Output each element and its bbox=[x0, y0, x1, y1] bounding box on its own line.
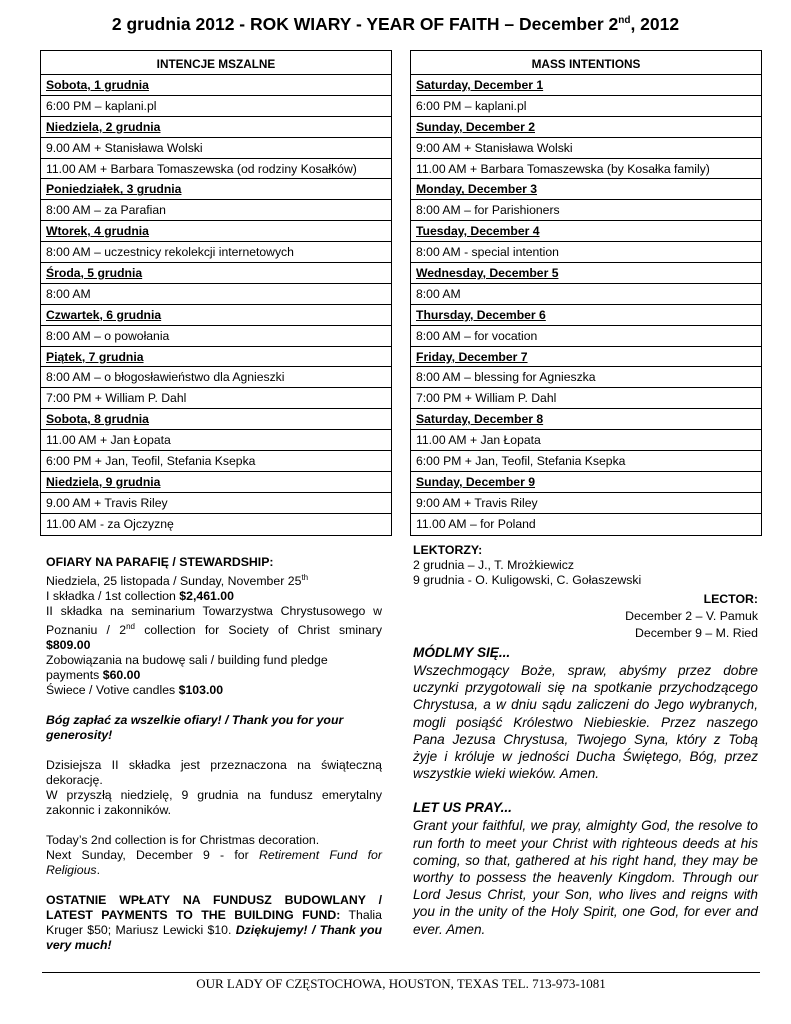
prayer-heading-pl: MÓDLMY SIĘ... bbox=[413, 645, 511, 660]
day-heading: Niedziela, 2 grudnia bbox=[41, 117, 391, 138]
intention-row: 6:00 PM – kaplani.pl bbox=[41, 96, 391, 117]
day-heading: Saturday, December 1 bbox=[411, 75, 761, 96]
intention-row: 8:00 AM – uczestnicy rekolekcji internetowych bbox=[41, 242, 391, 263]
stewardship-section bbox=[46, 555, 382, 953]
lectors-and-prayers bbox=[413, 543, 758, 938]
prayer-text-pl: Wszechmogący Boże, spraw, abyśmy przez dobre uczynki przygotowali się na spotkanie przychodzącego Chrystusa, a w dniu sądu zaliczeni do Jego wybranych, mogli posiąść Królestwo Niebieskie. Przez naszego Pana Jezusa Chrystusa, Twojego Syna, który z Tobą żyje i króluje w jedności Ducha Świętego, Bóg, przez wszystkie wieki wieków. Amen. bbox=[413, 663, 758, 782]
intention-row: 6:00 PM + Jan, Teofil, Stefania Ksepka bbox=[41, 451, 391, 472]
lector-line: December 9 – M. Ried bbox=[634, 626, 758, 640]
intention-row: 9:00 AM + Travis Riley bbox=[411, 493, 761, 514]
intention-row: 8:00 AM – blessing for Agnieszka bbox=[411, 367, 761, 388]
lector-line: 9 grudnia - O. Kuligowski, C. Gołaszewski bbox=[413, 573, 642, 587]
day-heading: Saturday, December 8 bbox=[411, 409, 761, 430]
next-collection-pl: W przyszłą niedzielę, 9 grudnia na fundusz emerytalny zakonnic i zakonników. bbox=[46, 788, 382, 818]
first-collection: I składka / 1st collection $2,461.00 bbox=[46, 589, 234, 604]
lector-line: December 2 – V. Pamuk bbox=[625, 609, 758, 623]
intention-row: 8:00 AM – o powołania bbox=[41, 326, 391, 347]
day-heading: Wednesday, December 5 bbox=[411, 263, 761, 284]
day-heading: Thursday, December 6 bbox=[411, 305, 761, 326]
mass-intentions-english-table bbox=[410, 50, 762, 536]
stewardship-heading: OFIARY NA PARAFIĘ / STEWARDSHIP: bbox=[46, 555, 274, 569]
intention-row: 7:00 PM + William P. Dahl bbox=[41, 388, 391, 409]
lector-line: 2 grudnia – J., T. Mrożkiewicz bbox=[413, 558, 575, 572]
lectors-heading-en: LECTOR: bbox=[703, 592, 758, 606]
day-heading: Piątek, 7 grudnia bbox=[41, 347, 391, 368]
intention-row: 9.00 AM + Stanisława Wolski bbox=[41, 138, 391, 159]
prayer-heading-en: LET US PRAY... bbox=[413, 800, 512, 816]
intention-row: 11.00 AM + Barbara Tomaszewska (od rodziny Kosałków) bbox=[41, 159, 391, 180]
table-heading: MASS INTENTIONS bbox=[411, 51, 761, 75]
day-heading: Wtorek, 4 grudnia bbox=[41, 221, 391, 242]
day-heading: Środa, 5 grudnia bbox=[41, 263, 391, 284]
day-heading: Sobota, 8 grudnia bbox=[41, 409, 391, 430]
second-collection: II składka na seminarium Towarzystwa Chrystusowego w Poznaniu / 2nd collection for Society of Christ sminary $809.00 bbox=[46, 604, 382, 653]
intention-row: 9.00 AM + Travis Riley bbox=[41, 493, 391, 514]
day-heading: Monday, December 3 bbox=[411, 179, 761, 200]
pledge-payments: Zobowiązania na budowę sali / building fund pledge payments $60.00 bbox=[46, 653, 328, 683]
thanks-text: Bóg zapłać za wszelkie ofiary! / Thank you for your generosity! bbox=[46, 713, 344, 743]
intention-row: 8:00 AM – za Parafian bbox=[41, 200, 391, 221]
intention-row: 8:00 AM – for Parishioners bbox=[411, 200, 761, 221]
intention-row: 6:00 PM + Jan, Teofil, Stefania Ksepka bbox=[411, 451, 761, 472]
next-collection-en: Next Sunday, December 9 - for Retirement Fund for Religious. bbox=[46, 848, 382, 878]
intention-row: 9:00 AM + Stanisława Wolski bbox=[411, 138, 761, 159]
intention-row: 6:00 PM – kaplani.pl bbox=[411, 96, 761, 117]
intention-row: 7:00 PM + William P. Dahl bbox=[411, 388, 761, 409]
intention-row: 8:00 AM – for vocation bbox=[411, 326, 761, 347]
stewardship-date: Niedziela, 25 listopada / Sunday, November 25th bbox=[46, 573, 309, 589]
day-heading: Sunday, December 9 bbox=[411, 472, 761, 493]
today-collection-en: Today’s 2nd collection is for Christmas decoration. bbox=[46, 833, 320, 848]
day-heading: Sunday, December 2 bbox=[411, 117, 761, 138]
lectors-heading-pl: LEKTORZY: bbox=[413, 543, 483, 557]
footer bbox=[42, 972, 760, 992]
today-collection-pl: Dzisiejsza II składka jest przeznaczona na świąteczną dekorację. bbox=[46, 758, 382, 788]
intention-row: 8:00 AM – o błogosławieństwo dla Agnieszki bbox=[41, 367, 391, 388]
day-heading: Poniedziałek, 3 grudnia bbox=[41, 179, 391, 200]
mass-intentions-polish-table bbox=[40, 50, 392, 536]
day-heading: Niedziela, 9 grudnia bbox=[41, 472, 391, 493]
intention-row: 8:00 AM bbox=[41, 284, 391, 305]
intention-row: 11.00 AM + Barbara Tomaszewska (by Kosałka family) bbox=[411, 159, 761, 180]
day-heading: Sobota, 1 grudnia bbox=[41, 75, 391, 96]
footer-text: OUR LADY OF CZĘSTOCHOWA, HOUSTON, TEXAS TEL. 713-973-1081 bbox=[196, 976, 606, 991]
prayer-text-en: Grant your faithful, we pray, almighty God, the resolve to run forth to meet your Christ with righteous deeds at his coming, so that, gathered at his right hand, they may be worthy to possess the heavenly Kingdom. Through our Lord Jesus Christ, your Son, who lives and reigns with you in the unity of the Holy Spirit, one God, for ever and ever. Amen. bbox=[413, 818, 758, 937]
intention-row: 11.00 AM + Jan Łopata bbox=[41, 430, 391, 451]
table-heading: INTENCJE MSZALNE bbox=[41, 51, 391, 75]
intention-row: 11.00 AM – for Poland bbox=[416, 516, 536, 531]
page-title: 2 grudnia 2012 - ROK WIARY - YEAR OF FAITH – December 2nd, 2012 bbox=[111, 14, 680, 34]
intention-row: 11.00 AM - za Ojczyznę bbox=[46, 516, 174, 531]
day-heading: Friday, December 7 bbox=[411, 347, 761, 368]
latest-payments: OSTATNIE WPŁATY NA FUNDUSZ BUDOWLANY / LATEST PAYMENTS TO THE BUILDING FUND: Thalia Kruger $50; Mariusz Lewicki $10. Dziękujemy! / Thank you very much! bbox=[46, 893, 382, 953]
votive-candles: Świece / Votive candles $103.00 bbox=[46, 683, 224, 698]
intention-row: 8:00 AM bbox=[411, 284, 761, 305]
day-heading: Tuesday, December 4 bbox=[411, 221, 761, 242]
day-heading: Czwartek, 6 grudnia bbox=[41, 305, 391, 326]
intention-row: 11.00 AM + Jan Łopata bbox=[411, 430, 761, 451]
intention-row: 8:00 AM - special intention bbox=[411, 242, 761, 263]
